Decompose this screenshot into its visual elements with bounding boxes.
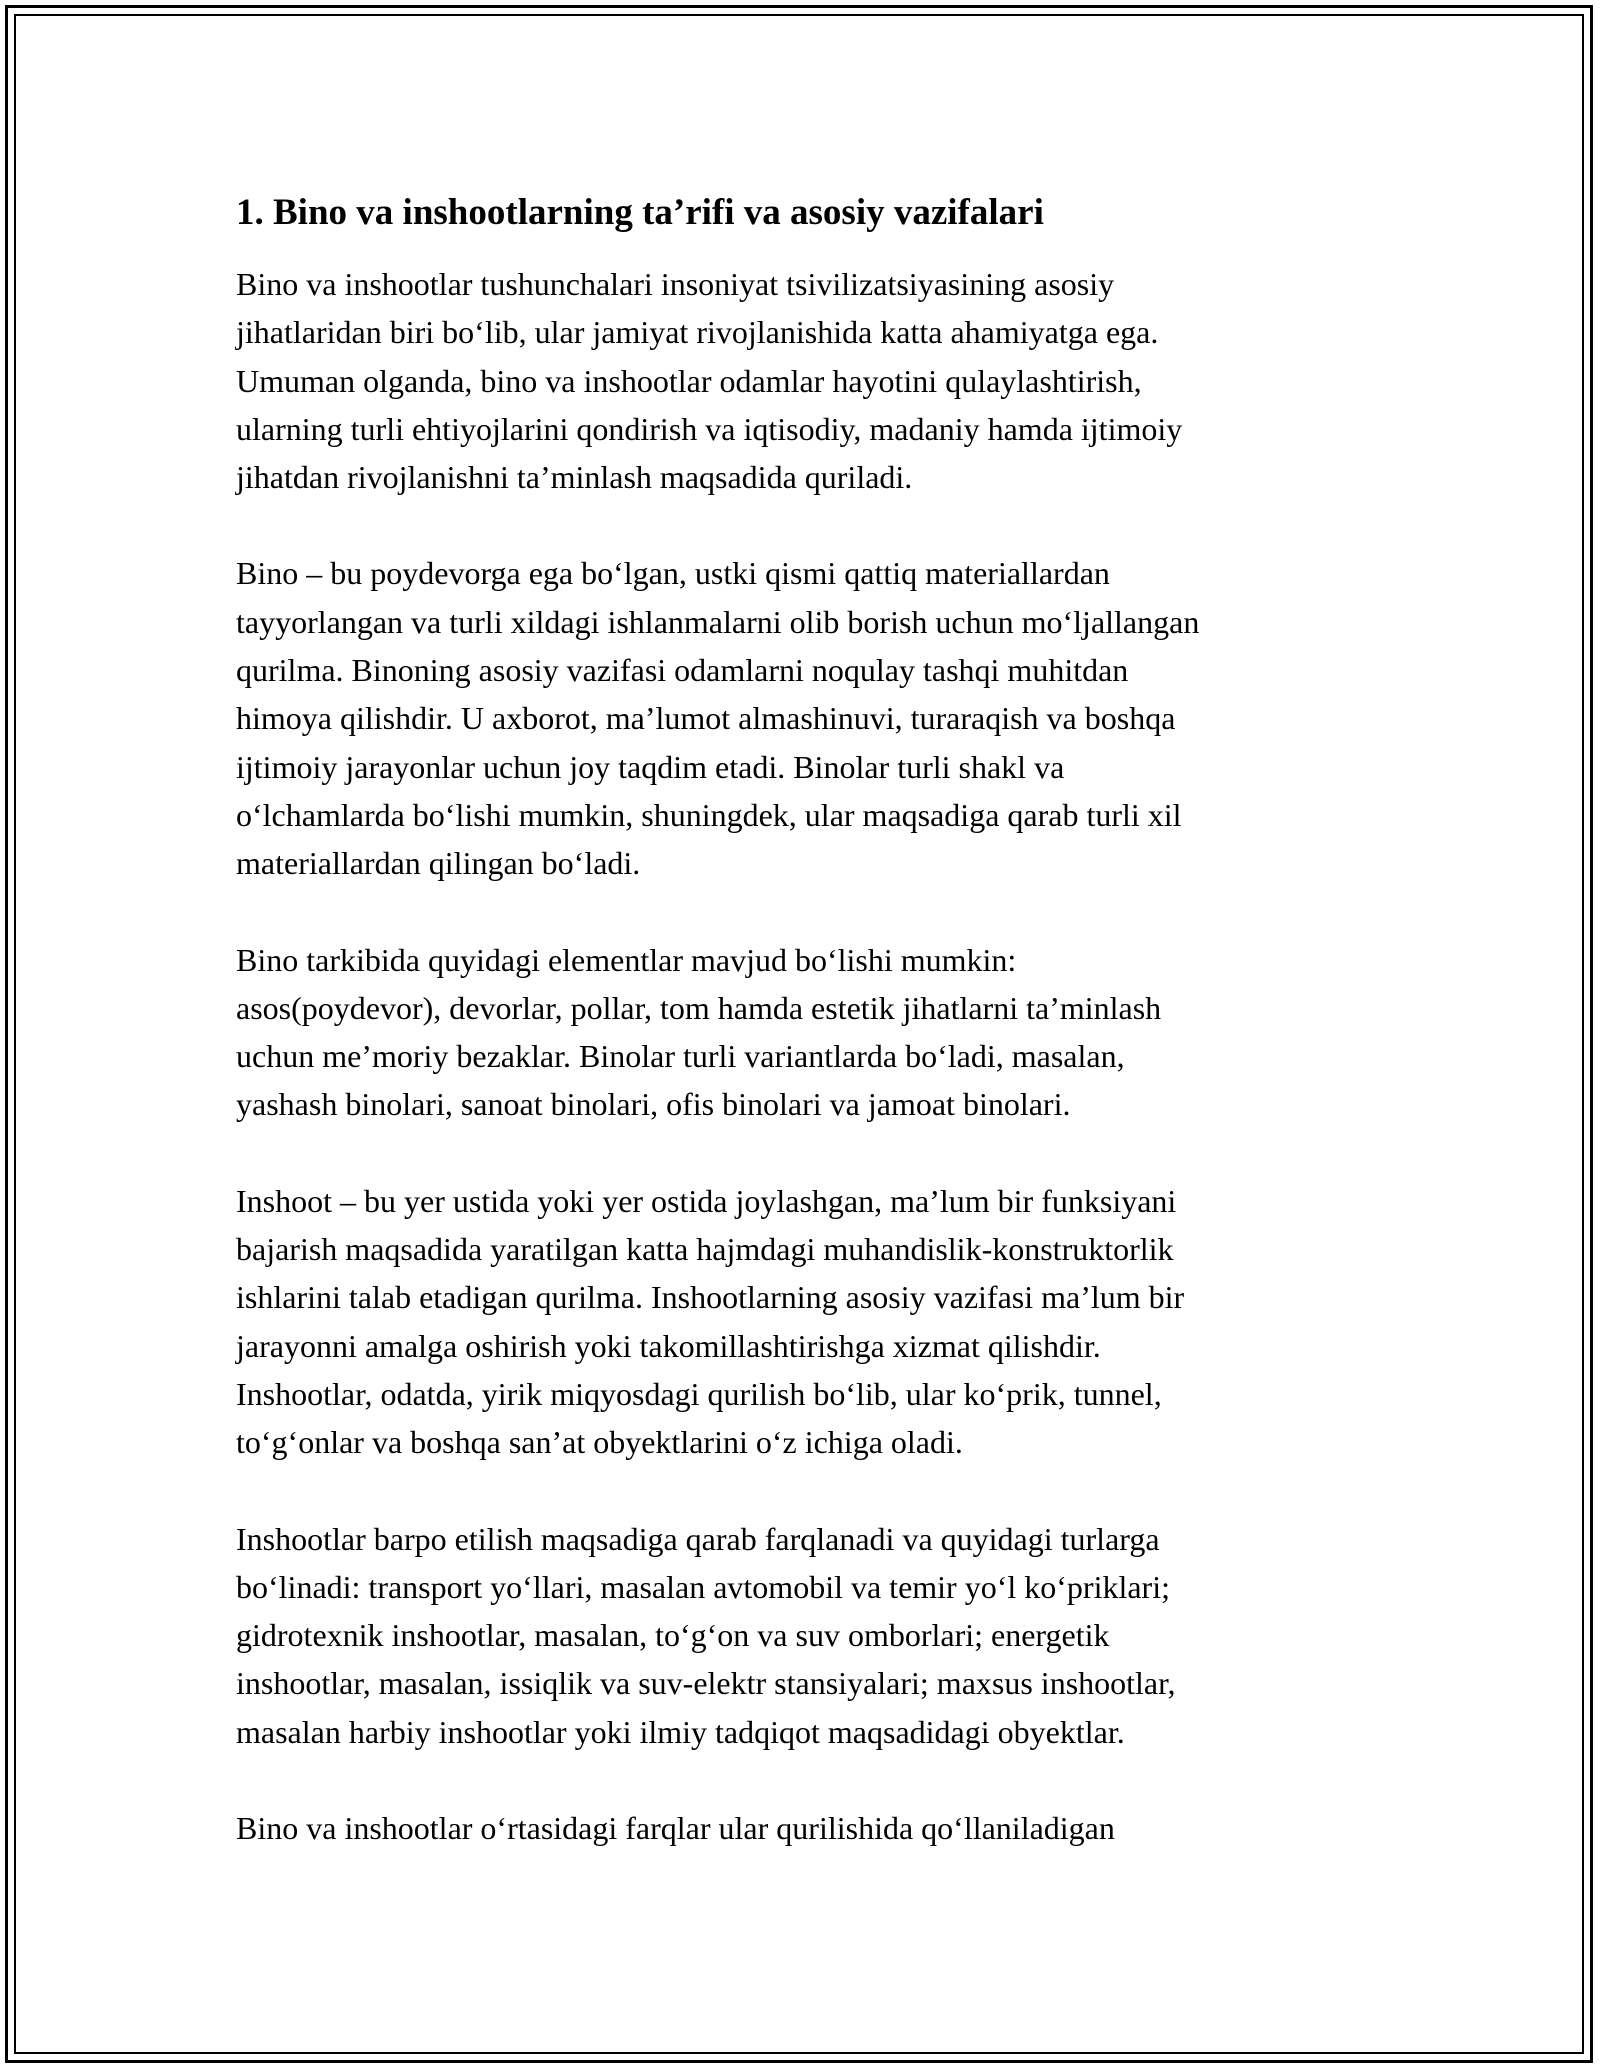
text-line: Bino – bu poydevorga ega bo‘lgan, ustki qismi qattiq materiallardan [236,555,1110,592]
text-line: Umuman olganda, bino va inshootlar odamlar hayotini qulaylashtirish, [236,362,1142,399]
paragraph [236,260,1366,501]
text-line: Inshootlar, odatda, yirik miqyosdagi qurilish bo‘lib, ular ko‘prik, tunnel, [236,1375,1162,1412]
text-line: Inshootlar barpo etilish maqsadiga qarab farqlanadi va quyidagi turlarga [236,1520,1160,1557]
text-line: to‘g‘onlar va boshqa san’at obyektlarini o‘z ichiga oladi. [236,1424,963,1461]
section-heading: 1. Bino va inshootlarning ta’rifi va asosiy vazifalari [236,192,1044,233]
paragraph [236,1515,1366,1756]
text-line: jihatdan rivojlanishni ta’minlash maqsadida quriladi. [236,459,913,496]
paragraph [236,936,1366,1129]
text-line: uchun me’moriy bezaklar. Binolar turli variantlarda bo‘ladi, masalan, [236,1038,1125,1075]
text-line: Bino tarkibida quyidagi elementlar mavjud bo‘lishi mumkin: [236,941,1017,978]
text-line: bo‘linadi: transport yo‘llari, masalan avtomobil va temir yo‘l ko‘priklari; [236,1568,1170,1605]
text-line: asos(poydevor), devorlar, pollar, tom hamda estetik jihatlarni ta’minlash [236,989,1162,1026]
text-line: Bino va inshootlar tushunchalari insoniyat tsivilizatsiyasining asosiy [236,266,1115,302]
text-line: ijtimoiy jarayonlar uchun joy taqdim etadi. Binolar turli shakl va [236,748,1065,785]
text-line: jarayonni amalga oshirish yoki takomillashtirishga xizmat qilishdir. [236,1327,1101,1364]
paragraph [236,549,1366,887]
text-line: gidrotexnik inshootlar, masalan, to‘g‘on va suv omborlari; energetik [236,1617,1110,1654]
text-line: qurilma. Binoning asosiy vazifasi odamlarni noqulay tashqi muhitdan [236,652,1129,689]
paragraph [236,1177,1366,1467]
text-line: tayyorlangan va turli xildagi ishlanmalarni olib borish uchun mo‘ljallangan [236,603,1200,640]
document-body [236,188,1366,1900]
text-line: yashash binolari, sanoat binolari, ofis binolari va jamoat binolari. [236,1086,1071,1123]
text-line: Bino va inshootlar o‘rtasidagi farqlar ular qurilishida qo‘llaniladigan [236,1810,1115,1847]
text-line: Inshoot – bu yer ustida yoki yer ostida joylashgan, ma’lum bir funksiyani [236,1182,1177,1219]
text-line: ishlarini talab etadigan qurilma. Inshootlarning asosiy vazifasi ma’lum bir [236,1279,1185,1316]
text-line: o‘lchamlarda bo‘lishi mumkin, shuningdek, ular maqsadiga qarab turli xil [236,796,1182,833]
paragraph [236,1804,1366,1852]
text-line: masalan harbiy inshootlar yoki ilmiy tadqiqot maqsadidagi obyektlar. [236,1713,1125,1750]
text-line: jihatlaridan biri bo‘lib, ular jamiyat rivojlanishida katta ahamiyatga ega. [236,314,1159,351]
text-line: himoya qilishdir. U axborot, ma’lumot almashinuvi, turaraqish va boshqa [236,700,1176,737]
text-line: ularning turli ehtiyojlarini qondirish va iqtisodiy, madaniy hamda ijtimoiy [236,410,1183,447]
text-line: inshootlar, masalan, issiqlik va suv-elektr stansiyalari; maxsus inshootlar, [236,1665,1176,1702]
text-line: bajarish maqsadida yaratilgan katta hajmdagi muhandislik-konstruktorlik [236,1231,1174,1268]
text-line: materiallardan qilingan bo‘ladi. [236,845,641,882]
